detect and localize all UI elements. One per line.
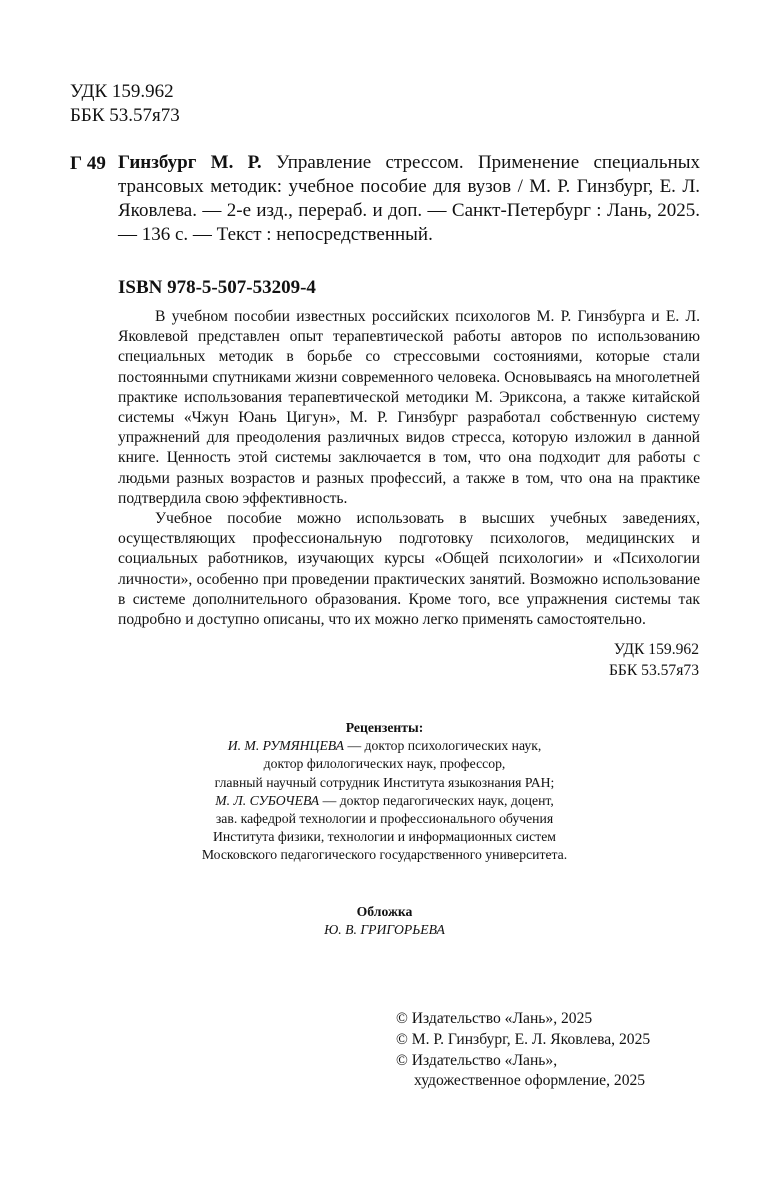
header-codes	[70, 80, 180, 128]
author-sign: Г 49	[70, 153, 106, 174]
reviewer-name: М. Л. СУБОЧЕВА	[215, 792, 320, 808]
reviewers-title: Рецензенты:	[345, 720, 424, 735]
catalog-entry	[70, 151, 700, 247]
reviewer-line: доктор филологических наук, профессор,	[263, 756, 506, 772]
bbk-code: ББК 53.57я73	[608, 661, 699, 679]
isbn: ISBN 978-5-507-53209-4	[118, 277, 316, 298]
bbk-code: ББК 53.57я73	[70, 105, 180, 126]
copyright-line: художественное оформление, 2025	[414, 1072, 646, 1090]
reviewers-block	[0, 719, 769, 865]
udk-code: УДК 159.962	[70, 81, 174, 102]
udk-code: УДК 159.962	[613, 641, 699, 658]
author-name: Гинзбург М. Р.	[118, 152, 262, 173]
copyright-line: © М. Р. Гинзбург, Е. Л. Яковлева, 2025	[396, 1030, 651, 1048]
footer-codes	[609, 640, 699, 681]
annotation-paragraph: Учебное пособие можно использовать в высших учебных заведениях, осуществляющих профессиональную подготовку психологов, медицинских и социальных работников, изучающих курсы «Общей психологии» и «Психологии личности», особенно при проведении практических занятий. Возможно использование в системе дополнительного образования. Кроме того, все упражнения системы так подробно и доступно описаны, что их можно легко применять самостоятельно.	[118, 510, 700, 629]
cover-title: Обложка	[356, 904, 413, 919]
reviewer-line: Института физики, технологии и информационных систем	[213, 829, 556, 845]
bibliographic-description	[118, 151, 700, 247]
reviewer-line: М. Л. СУБОЧЕВА — доктор педагогических наук, доцент,	[215, 792, 554, 808]
copyright-block	[396, 1009, 650, 1092]
reviewer-line: И. М. РУМЯНЦЕВА — доктор психологических наук,	[227, 738, 542, 754]
reviewer-line: Московского педагогического государственного университета.	[201, 847, 568, 863]
reviewer-line: зав. кафедрой технологии и профессионального обучения	[215, 811, 554, 827]
description-text: Управление стрессом. Применение специальных трансовых методик: учебное пособие для вузов / М. Р. Гинзбург, Е. Л. Яковлева. — 2-е изд., перераб. и доп. — Санкт-Петербург : Лань, 2025. — 136 с. — Текст : непосредственный.	[118, 152, 701, 245]
copyright-line: © Издательство «Лань»,	[396, 1051, 558, 1069]
cover-designer: Ю. В. ГРИГОРЬЕВА	[324, 922, 445, 938]
annotation	[118, 307, 700, 630]
cover-credit	[0, 903, 769, 939]
reviewer-line: главный научный сотрудник Института языкознания РАН;	[214, 774, 555, 790]
reviewer-name: И. М. РУМЯНЦЕВА	[227, 738, 345, 754]
annotation-paragraph: В учебном пособии известных российских психологов М. Р. Гинзбурга и Е. Л. Яковлевой представлен опыт терапевтической работы авторов по использованию специальных методик в борьбе со стрессовыми состояниями, которые стали постоянными спутниками жизни современного человека. Основываясь на многолетней практике использования терапевтической методики М. Эриксона, а также китайской системы «Чжун Юань Цигун», М. Р. Гинзбург разработал собственную систему упражнений для преодоления различных видов стресса, которую изложил в данной книге. Ценность этой системы заключается в том, что она подходит для работы с людьми разных возрастов и разных профессий, а также в том, что она на практике подтвердила свою эффективность.	[118, 308, 700, 507]
copyright-line: © Издательство «Лань», 2025	[396, 1010, 593, 1027]
